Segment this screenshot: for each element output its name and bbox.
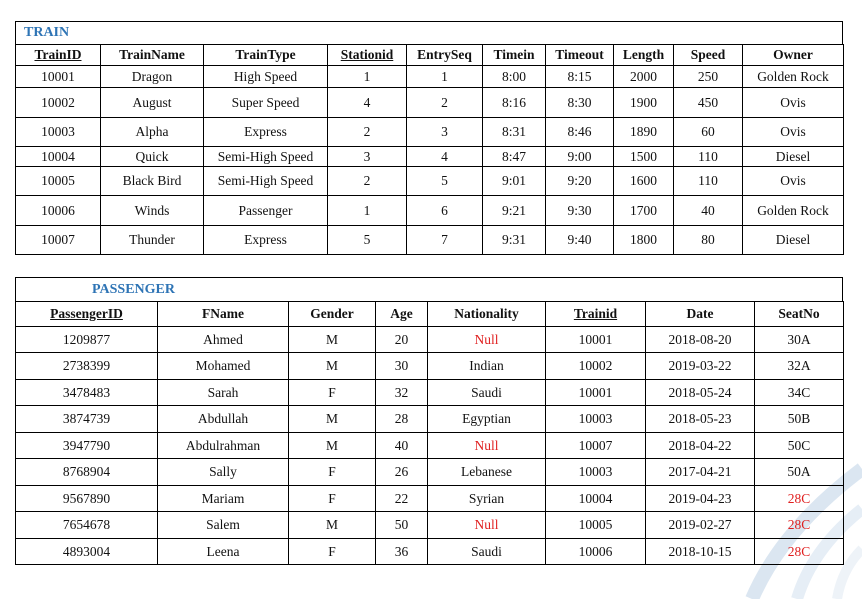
passenger-cell-age: 30 (376, 353, 428, 380)
passenger-cell-date: 2018-05-23 (646, 406, 755, 433)
passenger-cell-nationality: Null (428, 433, 546, 459)
train-table-row (16, 66, 844, 88)
train-cell-stationid: 2 (328, 167, 407, 196)
passenger-cell-trainid: 10003 (546, 406, 646, 433)
passenger-cell-gender: F (289, 380, 376, 406)
train-cell-timeout: 9:30 (546, 196, 614, 226)
train-cell-owner: Ovis (743, 88, 844, 118)
train-cell-trainname: Thunder (101, 226, 204, 255)
passenger-cell-passengerid: 2738399 (16, 353, 158, 380)
train-cell-trainid: 10007 (16, 226, 101, 255)
passenger-cell-fname: Sally (158, 459, 289, 486)
train-cell-owner: Diesel (743, 226, 844, 255)
train-cell-trainname: Dragon (101, 66, 204, 88)
train-cell-traintype: Semi-High Speed (204, 147, 328, 167)
passenger-cell-seatno: 28C (755, 486, 844, 512)
passenger-cell-date: 2019-04-23 (646, 486, 755, 512)
train-cell-length: 1800 (614, 226, 674, 255)
passenger-cell-fname: Mohamed (158, 353, 289, 380)
train-table-row (16, 167, 844, 196)
passenger-cell-gender: M (289, 327, 376, 353)
train-cell-trainid: 10004 (16, 147, 101, 167)
passenger-cell-age: 32 (376, 380, 428, 406)
train-cell-stationid: 1 (328, 66, 407, 88)
passenger-cell-seatno: 28C (755, 512, 844, 539)
passenger-cell-gender: M (289, 512, 376, 539)
train-cell-entryseq: 7 (407, 226, 483, 255)
train-header-row (16, 45, 844, 66)
passenger-cell-passengerid: 3947790 (16, 433, 158, 459)
passenger-cell-passengerid: 1209877 (16, 327, 158, 353)
passenger-header-gender: Gender (289, 302, 376, 327)
passenger-cell-date: 2019-02-27 (646, 512, 755, 539)
passenger-cell-passengerid: 4893004 (16, 539, 158, 565)
passenger-cell-passengerid: 8768904 (16, 459, 158, 486)
train-cell-trainname: Black Bird (101, 167, 204, 196)
train-header-timein: Timein (483, 45, 546, 66)
passenger-table-row (16, 433, 844, 459)
passenger-table-title: PASSENGER (15, 277, 843, 301)
passenger-cell-fname: Abdulrahman (158, 433, 289, 459)
passenger-cell-trainid: 10002 (546, 353, 646, 380)
train-cell-entryseq: 4 (407, 147, 483, 167)
passenger-cell-age: 22 (376, 486, 428, 512)
passenger-cell-seatno: 50C (755, 433, 844, 459)
passenger-cell-fname: Sarah (158, 380, 289, 406)
passenger-cell-trainid: 10003 (546, 459, 646, 486)
passenger-header-row (16, 302, 844, 327)
train-cell-entryseq: 1 (407, 66, 483, 88)
train-header-traintype: TrainType (204, 45, 328, 66)
passenger-cell-age: 50 (376, 512, 428, 539)
passenger-cell-date: 2018-04-22 (646, 433, 755, 459)
passenger-header-date: Date (646, 302, 755, 327)
train-cell-stationid: 5 (328, 226, 407, 255)
passenger-header-passengerid: PassengerID (16, 302, 158, 327)
train-cell-timein: 8:00 (483, 66, 546, 88)
passenger-cell-nationality: Null (428, 327, 546, 353)
train-cell-timein: 9:01 (483, 167, 546, 196)
passenger-cell-fname: Salem (158, 512, 289, 539)
train-cell-speed: 40 (674, 196, 743, 226)
passenger-table-section (15, 277, 843, 565)
passenger-cell-nationality: Egyptian (428, 406, 546, 433)
train-table-row (16, 196, 844, 226)
passenger-cell-seatno: 32A (755, 353, 844, 380)
train-header-owner: Owner (743, 45, 844, 66)
train-cell-owner: Golden Rock (743, 196, 844, 226)
passenger-header-nationality: Nationality (428, 302, 546, 327)
passenger-cell-age: 28 (376, 406, 428, 433)
passenger-cell-seatno: 30A (755, 327, 844, 353)
train-table-row (16, 118, 844, 147)
train-cell-entryseq: 3 (407, 118, 483, 147)
train-cell-traintype: Semi-High Speed (204, 167, 328, 196)
passenger-header-trainid: Trainid (546, 302, 646, 327)
train-cell-speed: 110 (674, 167, 743, 196)
train-cell-speed: 60 (674, 118, 743, 147)
passenger-cell-passengerid: 3478483 (16, 380, 158, 406)
passenger-table-row (16, 406, 844, 433)
passenger-cell-trainid: 10001 (546, 327, 646, 353)
passenger-cell-gender: M (289, 406, 376, 433)
train-cell-trainid: 10001 (16, 66, 101, 88)
train-cell-length: 1500 (614, 147, 674, 167)
passenger-cell-nationality: Saudi (428, 380, 546, 406)
train-cell-trainname: August (101, 88, 204, 118)
passenger-cell-date: 2019-03-22 (646, 353, 755, 380)
train-cell-timeout: 8:30 (546, 88, 614, 118)
passenger-cell-nationality: Indian (428, 353, 546, 380)
passenger-cell-passengerid: 3874739 (16, 406, 158, 433)
train-cell-timeout: 8:15 (546, 66, 614, 88)
passenger-cell-age: 26 (376, 459, 428, 486)
train-table-section (15, 21, 843, 255)
passenger-cell-trainid: 10006 (546, 539, 646, 565)
passenger-cell-date: 2018-05-24 (646, 380, 755, 406)
train-cell-timein: 8:31 (483, 118, 546, 147)
train-header-timeout: Timeout (546, 45, 614, 66)
passenger-cell-trainid: 10005 (546, 512, 646, 539)
train-cell-traintype: High Speed (204, 66, 328, 88)
train-cell-stationid: 4 (328, 88, 407, 118)
passenger-cell-seatno: 28C (755, 539, 844, 565)
train-cell-timeout: 9:40 (546, 226, 614, 255)
train-cell-timeout: 9:20 (546, 167, 614, 196)
train-cell-entryseq: 2 (407, 88, 483, 118)
passenger-header-age: Age (376, 302, 428, 327)
train-header-trainname: TrainName (101, 45, 204, 66)
train-cell-timeout: 8:46 (546, 118, 614, 147)
passenger-table-row (16, 539, 844, 565)
passenger-cell-passengerid: 7654678 (16, 512, 158, 539)
passenger-cell-seatno: 34C (755, 380, 844, 406)
train-cell-trainname: Alpha (101, 118, 204, 147)
passenger-table-row (16, 380, 844, 406)
passenger-cell-nationality: Saudi (428, 539, 546, 565)
train-cell-timein: 8:16 (483, 88, 546, 118)
passenger-table-row (16, 512, 844, 539)
train-cell-trainid: 10006 (16, 196, 101, 226)
train-cell-owner: Golden Rock (743, 66, 844, 88)
passenger-cell-gender: M (289, 353, 376, 380)
train-cell-stationid: 3 (328, 147, 407, 167)
passenger-table-row (16, 353, 844, 380)
passenger-cell-date: 2017-04-21 (646, 459, 755, 486)
train-cell-speed: 110 (674, 147, 743, 167)
train-cell-trainname: Winds (101, 196, 204, 226)
train-cell-traintype: Express (204, 226, 328, 255)
train-cell-timein: 9:31 (483, 226, 546, 255)
passenger-header-seatno: SeatNo (755, 302, 844, 327)
train-cell-stationid: 1 (328, 196, 407, 226)
passenger-table-row (16, 459, 844, 486)
passenger-cell-gender: M (289, 433, 376, 459)
passenger-cell-age: 40 (376, 433, 428, 459)
train-header-length: Length (614, 45, 674, 66)
train-header-stationid: Stationid (328, 45, 407, 66)
train-cell-trainid: 10002 (16, 88, 101, 118)
passenger-cell-nationality: Lebanese (428, 459, 546, 486)
passenger-cell-seatno: 50B (755, 406, 844, 433)
passenger-cell-date: 2018-10-15 (646, 539, 755, 565)
passenger-cell-nationality: Null (428, 512, 546, 539)
passenger-header-fname: FName (158, 302, 289, 327)
passenger-cell-gender: F (289, 539, 376, 565)
passenger-cell-fname: Mariam (158, 486, 289, 512)
train-cell-timein: 8:47 (483, 147, 546, 167)
passenger-table-row (16, 486, 844, 512)
train-cell-speed: 80 (674, 226, 743, 255)
train-cell-stationid: 2 (328, 118, 407, 147)
train-cell-trainid: 10003 (16, 118, 101, 147)
train-cell-entryseq: 6 (407, 196, 483, 226)
passenger-cell-trainid: 10004 (546, 486, 646, 512)
train-cell-speed: 250 (674, 66, 743, 88)
train-header-speed: Speed (674, 45, 743, 66)
passenger-cell-gender: F (289, 459, 376, 486)
train-cell-trainid: 10005 (16, 167, 101, 196)
passenger-cell-trainid: 10001 (546, 380, 646, 406)
train-header-trainid: TrainID (16, 45, 101, 66)
train-table-row (16, 88, 844, 118)
train-cell-length: 2000 (614, 66, 674, 88)
train-cell-length: 1900 (614, 88, 674, 118)
passenger-cell-passengerid: 9567890 (16, 486, 158, 512)
train-cell-traintype: Super Speed (204, 88, 328, 118)
passenger-cell-age: 36 (376, 539, 428, 565)
train-table (15, 44, 844, 255)
passenger-table-row (16, 327, 844, 353)
train-cell-timein: 9:21 (483, 196, 546, 226)
train-cell-owner: Diesel (743, 147, 844, 167)
passenger-cell-fname: Abdullah (158, 406, 289, 433)
passenger-table (15, 301, 844, 565)
train-cell-timeout: 9:00 (546, 147, 614, 167)
train-table-row (16, 147, 844, 167)
train-header-entryseq: EntrySeq (407, 45, 483, 66)
passenger-cell-fname: Ahmed (158, 327, 289, 353)
passenger-cell-age: 20 (376, 327, 428, 353)
passenger-cell-nationality: Syrian (428, 486, 546, 512)
train-cell-traintype: Express (204, 118, 328, 147)
train-cell-length: 1700 (614, 196, 674, 226)
passenger-cell-trainid: 10007 (546, 433, 646, 459)
train-cell-owner: Ovis (743, 118, 844, 147)
passenger-cell-gender: F (289, 486, 376, 512)
passenger-cell-date: 2018-08-20 (646, 327, 755, 353)
train-cell-entryseq: 5 (407, 167, 483, 196)
train-cell-length: 1890 (614, 118, 674, 147)
train-cell-owner: Ovis (743, 167, 844, 196)
train-cell-speed: 450 (674, 88, 743, 118)
train-cell-length: 1600 (614, 167, 674, 196)
train-table-row (16, 226, 844, 255)
passenger-cell-fname: Leena (158, 539, 289, 565)
train-cell-trainname: Quick (101, 147, 204, 167)
passenger-cell-seatno: 50A (755, 459, 844, 486)
train-table-title: TRAIN (15, 21, 843, 44)
train-cell-traintype: Passenger (204, 196, 328, 226)
